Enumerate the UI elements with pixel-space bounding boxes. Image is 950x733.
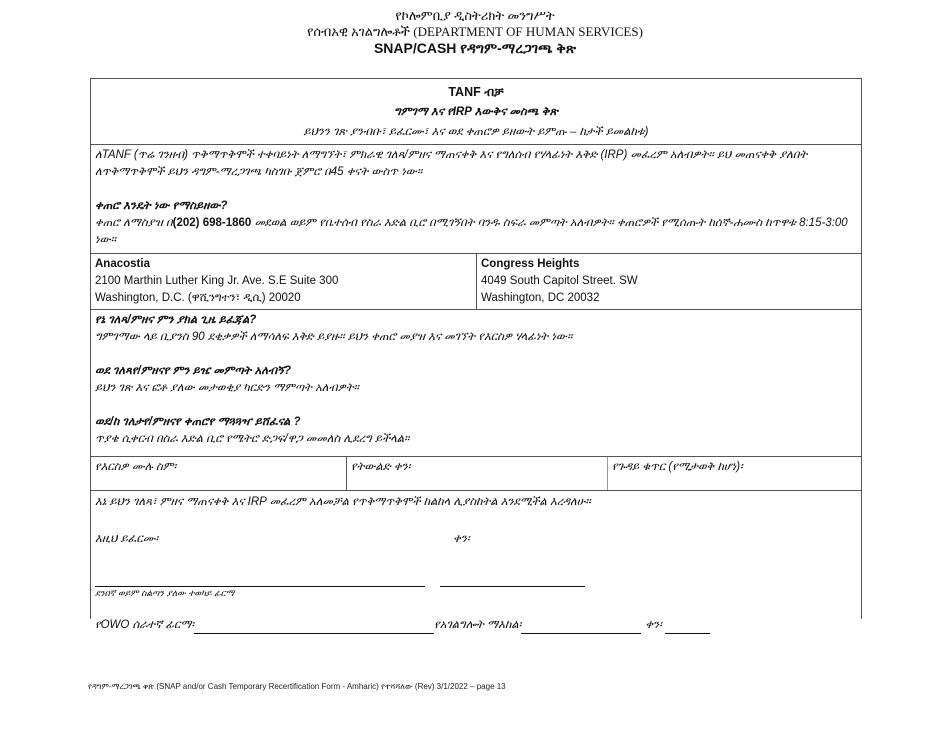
acknowledgement-statement: እኔ ይህን ገለጻ፣ ምዘና ማጠናቀቅ እና IRP መፈረም አለመቻል የጥቅማጥቅሞች ከልከላ ሊያስከትል እንደሚችል እረዳለሁ። bbox=[95, 496, 591, 508]
owo-signature-line[interactable] bbox=[194, 633, 434, 634]
title-block bbox=[91, 79, 861, 145]
date-label: ቀን፡ bbox=[453, 533, 470, 545]
faq-block bbox=[91, 310, 861, 457]
faq-question: ወደ/ከ ገለታየ/ምዘናየ ቀጠሮየ ማጓጓዣ ይሸፈናል ? bbox=[95, 416, 301, 428]
service-center-line[interactable] bbox=[521, 633, 641, 634]
document-header bbox=[0, 8, 950, 56]
intro-block bbox=[91, 145, 861, 254]
instruction: ይህንን ገጽ ያንብቡ፣ ይፈርሙ፣ እና ወደ ቀጠሮዎ ይዘውት ይምጡ – ከታች ይመልከቱ) bbox=[303, 126, 649, 138]
owo-date-line[interactable] bbox=[665, 633, 710, 634]
service-center-label: የአገልግሎት ማእከል፡ bbox=[434, 619, 522, 631]
faq-question: ወደ ገለጻየ/ምዘናየ ምን ይዤ መምጣት አለብኝ? bbox=[95, 365, 292, 377]
office-congress-heights: Congress Heights 4049 South Capitol Street. SW Washington, DC 20032 bbox=[481, 258, 638, 304]
faq-answer: ጥያቄ ሲቀርብ በስራ እድል ቢሮ የሜትሮ ድጋፍ/ዋጋ መመለስ ሊደረግ ይችላል። bbox=[95, 433, 410, 445]
intro-text: ለTANF (ጥሬ ገንዘብ) ጥቅማጥቅሞች ተቀባይነት ለማግኘት፣ ምክራዊ ገለጻ/ምዘና ማጠናቀቅ እና የግለሰብ የሃላፊነት እቅድ (IRP) መፈረም አለብዎት። ይህ መጠናቀቅ ያለበት ለጥቅማጥቅሞች ይህን ዳግም-ማረጋገጫ ካስገቡ ጀምሮ በ45 ቀናት ውስጥ ነው። bbox=[95, 149, 808, 178]
phone-number: (202) 698-1860 bbox=[172, 217, 252, 229]
owo-signature-label: የOWO ሰራተኛ ፊርማ፡ bbox=[95, 619, 195, 631]
tanf-form bbox=[90, 78, 862, 631]
agency-line: የኮሎምቢያ ዲስትሪክት መንግሥት bbox=[395, 8, 555, 23]
faq-answer: ግምገማው ላይ ቢያንስ 90 ደቂቃዎች ለማሳለፍ እቅድ ይያዙ። ይህን ቀጠሮ መያዝ እና መገኘት የእርስዎ ሃላፊነት ነው። bbox=[95, 331, 573, 343]
owo-date-label: ቀን፡ bbox=[645, 619, 662, 631]
signature-block bbox=[91, 491, 861, 637]
office-anacostia: Anacostia 2100 Marthin Luther King Jr. Ave. S.E Suite 300 Washington, D.C. (ዋሺንግተን፣ ዲሲ) 20020 bbox=[91, 254, 477, 309]
schedule-answer: ቀጠሮ ለማስያዝ በ(202) 698-1860 መደወል ወይም የቤተሰብ የስራ እድል ቢሮ በሚገኝበት ባንዱ ስፍራ መምጣት አለብዎት። ቀጠሮዎች የሚሰጡት ከሰኞ-ሐሙስ ከጥዋቱ 8:15-3:00 ነው። bbox=[95, 217, 848, 246]
client-info-row bbox=[91, 457, 861, 491]
form-title: SNAP/CASH የዳግም-ማረጋገጫ ቅጽ bbox=[373, 40, 577, 56]
section-title: TANF ብቻ bbox=[448, 85, 504, 99]
office-addresses bbox=[91, 254, 861, 310]
dob-field[interactable]: የትውልድ ቀን፡ bbox=[347, 457, 608, 490]
faq-answer: ይህን ገጽ እና ፎቶ ያለው መታወቂያ ካርድን ማምጣት አለብዎት። bbox=[95, 382, 359, 394]
department-line: የሰብአዊ አገልግሎቶች (DEPARTMENT OF HUMAN SERVICES) bbox=[307, 24, 643, 39]
section-subtitle: ግምገማ እና የIRP እውቅና መስጫ ቅጽ bbox=[394, 106, 558, 118]
signature-caption: ደንበኛ ወይም ስልጣን ያለው ተወካይ ፊርማ bbox=[95, 588, 235, 598]
client-date-line[interactable] bbox=[440, 586, 585, 587]
full-name-field[interactable]: የእርስዎ ሙሉ ስም፡ bbox=[91, 457, 347, 490]
sign-here-label: እዚህ ይፈርሙ፡ bbox=[95, 533, 159, 545]
case-number-field[interactable]: የጉዳይ ቁጥር (የሚታወቅ ከሆነ)፡ bbox=[612, 461, 743, 473]
faq-question: የኔ ገለጻ/ምዘና ምን ያክል ጊዜ ይፈጃል? bbox=[95, 314, 257, 326]
page-footer: የዳግም-ማረጋገጫ ቅጽ (SNAP and/or Cash Temporary Recertification Form - Amharic) የተሻሻለው (Rev) 3/1/2022 – page 13 bbox=[88, 682, 506, 691]
schedule-question: ቀጠሮ እንዴት ነው የማስይዘው? bbox=[95, 200, 228, 212]
